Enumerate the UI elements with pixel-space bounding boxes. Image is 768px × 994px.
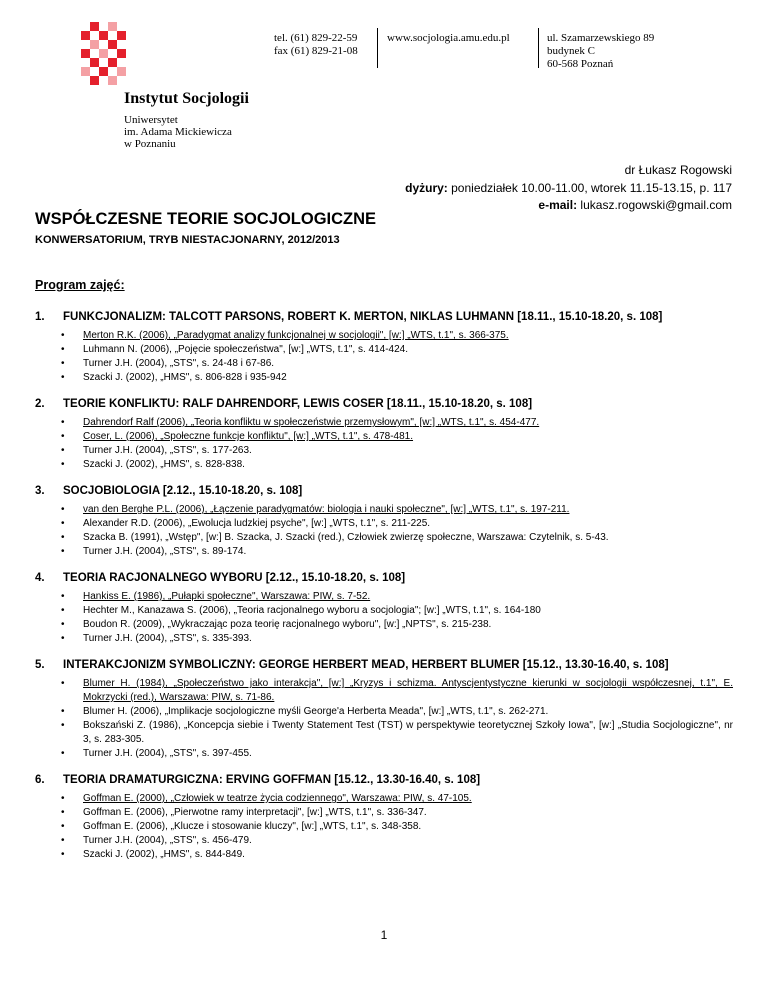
reading-text: Szacki J. (2002), „HMS", s. 828-838. — [83, 459, 245, 470]
program-section — [35, 771, 733, 862]
reading-text: Hechter M., Kanazawa S. (2006), „Teoria racjonalnego wyboru a socjologia"; [w:] „WTS, t.1", s. 164-180 — [83, 605, 541, 616]
section-heading — [35, 771, 733, 788]
section-heading — [35, 308, 733, 325]
phone-fax-block — [274, 32, 358, 58]
reading-text: Turner J.H. (2004), „STS", s. 335-393. — [83, 633, 252, 644]
office-hours-value: poniedziałek 10.00-11.00, wtorek 11.15-13.15, p. 117 — [447, 180, 732, 195]
section-heading — [35, 395, 733, 412]
reading-text: Boudon R. (2009), „Wykraczając poza teorię racjonalnego wyboru", [w:] „NPTS", s. 215-238. — [83, 619, 492, 630]
program-sections — [35, 308, 733, 872]
reading-item — [35, 444, 733, 458]
reading-text: Szacki J. (2002), „HMS", s. 806-828 i 935-942 — [83, 372, 287, 383]
reading-text: Blumer H. (2006), „Implikacje socjologiczne myśli George'a Herberta Meada", [w:] „WTS, t.1", s. 262-271. — [83, 706, 549, 717]
institute-logo — [81, 22, 125, 88]
section-heading — [35, 656, 733, 673]
reading-text: Merton R.K. (2006), „Paradygmat analizy funkcjonalnej w socjologii", [w:] „WTS, t.1", s. 366-375. — [83, 330, 509, 341]
course-title: WSPÓŁCZESNE TEORIE SOCJOLOGICZNE — [35, 210, 377, 228]
section-title: FUNKCJONALIZM: TALCOTT PARSONS, ROBERT K. MERTON, NIKLAS LUHMANN [18.11., 15.10-18.20, s. 108] — [63, 310, 663, 323]
reading-item — [35, 705, 733, 719]
section-title: INTERAKCJONIZM SYMBOLICZNY: GEORGE HERBERT MEAD, HERBERT BLUMER [15.12., 13.30-16.40, s. 108] — [63, 658, 669, 671]
reading-item — [35, 357, 733, 371]
reading-list — [35, 590, 733, 646]
program-section — [35, 308, 733, 385]
reading-list — [35, 677, 733, 761]
university-line: Uniwersytet — [124, 114, 178, 126]
program-section — [35, 395, 733, 472]
reading-text: Goffman E. (2006), „Klucze i stosowanie kluczy", [w:] „WTS, t.1", s. 348-358. — [83, 821, 422, 832]
reading-item — [35, 458, 733, 472]
reading-text: Coser, L. (2006), „Społeczne funkcje konfliktu", [w:] „WTS, t.1", s. 478-481. — [83, 431, 414, 442]
website-link[interactable]: www.socjologia.amu.edu.pl — [387, 32, 510, 44]
reading-list — [35, 503, 733, 559]
reading-item — [35, 517, 733, 531]
address-building: budynek C — [547, 45, 595, 57]
page-number: 1 — [380, 928, 388, 942]
reading-text: Dahrendorf Ralf (2006), „Teoria konfliktu w społeczeństwie przemysłowym", [w:] „WTS, t.1", s. 454-477. — [83, 417, 540, 428]
reading-item — [35, 747, 733, 761]
reading-item — [35, 618, 733, 632]
reading-item — [35, 329, 733, 343]
reading-text: Goffman E. (2006), „Pierwotne ramy interpretacji", [w:] „WTS, t.1", s. 336-347. — [83, 807, 427, 818]
header-divider — [377, 28, 378, 68]
reading-text: Szacka B. (1991), „Wstęp", [w:] B. Szacka, J. Szacki (red.), Człowiek zwierzę społeczne, Warszawa: Czytelnik, s. 5-43. — [83, 532, 609, 543]
reading-item — [35, 343, 733, 357]
email-link[interactable]: lukasz.rogowski@gmail.com — [577, 198, 732, 212]
reading-item — [35, 848, 733, 862]
reading-text: Turner J.H. (2004), „STS", s. 456-479. — [83, 835, 252, 846]
fax-text: fax (61) 829-21-08 — [274, 45, 358, 57]
reading-text: Hankiss E. (1986), „Pułapki społeczne", Warszawa: PIW, s. 7-52. — [83, 591, 371, 602]
reading-text: Turner J.H. (2004), „STS", s. 24-48 i 67-86. — [83, 358, 275, 369]
section-number: 4. — [35, 571, 45, 584]
section-title: TEORIE KONFLIKTU: RALF DAHRENDORF, LEWIS COSER [18.11., 15.10-18.20, s. 108] — [63, 397, 533, 410]
reading-item — [35, 545, 733, 559]
program-heading: Program zajęć: — [35, 278, 125, 292]
reading-item — [35, 531, 733, 545]
section-title: SOCJOBIOLOGIA [2.12., 15.10-18.20, s. 108] — [63, 484, 303, 497]
institute-name: Instytut Socjologii — [124, 90, 249, 107]
reading-list — [35, 329, 733, 385]
office-hours-label: dyżury: — [405, 180, 448, 195]
reading-item — [35, 820, 733, 834]
reading-text: Goffman E. (2000), „Człowiek w teatrze życia codziennego", Warszawa: PIW, s. 47-105. — [83, 793, 472, 804]
reading-item — [35, 604, 733, 618]
section-heading — [35, 569, 733, 586]
section-number: 1. — [35, 310, 45, 323]
reading-item — [35, 430, 733, 444]
reading-text: Blumer H. (1984), „Społeczeństwo jako interakcja", [w:] „Kryzys i schizma. Antyscjentystyczne kierunki w socjologii współczesnej, t.1", E. Mokrzycki (red.), Warszawa: PIW, s. 71-86. — [83, 678, 733, 703]
reading-item — [35, 792, 733, 806]
phone-text: tel. (61) 829-22-59 — [274, 32, 358, 44]
reading-text: Turner J.H. (2004), „STS", s. 89-174. — [83, 546, 247, 557]
email-line — [405, 197, 732, 215]
reading-text: Bokszański Z. (1986), „Koncepcja siebie i Twenty Statement Test (TST) w perspektywie teoretycznej Szkoły Iowa", [w:] „Studia Socjologiczne", nr 3, s. 283-305. — [83, 720, 733, 745]
website-block — [387, 32, 510, 45]
email-label: e-mail: — [538, 198, 578, 212]
reading-item — [35, 632, 733, 646]
course-subtitle: KONWERSATORIUM, TRYB NIESTACJONARNY, 2012/2013 — [35, 234, 340, 246]
section-number: 6. — [35, 773, 45, 786]
reading-list — [35, 792, 733, 862]
reading-item — [35, 590, 733, 604]
reading-item — [35, 677, 733, 705]
program-section — [35, 482, 733, 559]
section-title: TEORIA DRAMATURGICZNA: ERVING GOFFMAN [15.12., 13.30-16.40, s. 108] — [63, 773, 481, 786]
lecturer-name: dr Łukasz Rogowski — [624, 163, 732, 177]
reading-list — [35, 416, 733, 472]
reading-text: Alexander R.D. (2006), „Ewolucja ludzkiej psyche", [w:] „WTS, t.1", s. 211-225. — [83, 518, 431, 529]
university-line: im. Adama Mickiewicza — [124, 126, 232, 138]
reading-item — [35, 371, 733, 385]
reading-text: Turner J.H. (2004), „STS", s. 177-263. — [83, 445, 252, 456]
section-number: 2. — [35, 397, 45, 410]
lecturer-contact — [405, 162, 732, 215]
address-block — [547, 32, 654, 71]
university-name — [124, 114, 232, 150]
section-title: TEORIA RACJONALNEGO WYBORU [2.12., 15.10-18.20, s. 108] — [63, 571, 406, 584]
header-divider — [538, 28, 539, 68]
reading-item — [35, 719, 733, 747]
reading-text: Szacki J. (2002), „HMS", s. 844-849. — [83, 849, 245, 860]
reading-item — [35, 503, 733, 517]
office-hours — [405, 180, 732, 198]
section-number: 3. — [35, 484, 45, 497]
program-section — [35, 569, 733, 646]
reading-text: van den Berghe P.L. (2006), „Łączenie paradygmatów: biologia i nauki społeczne", [w:] „WTS, t.1", s. 197-211. — [83, 504, 570, 515]
university-line: w Poznaniu — [124, 138, 176, 150]
address-city: 60-568 Poznań — [547, 58, 614, 70]
reading-item — [35, 416, 733, 430]
address-street: ul. Szamarzewskiego 89 — [547, 32, 655, 44]
program-section — [35, 656, 733, 761]
reading-item — [35, 806, 733, 820]
section-heading — [35, 482, 733, 499]
reading-item — [35, 834, 733, 848]
section-number: 5. — [35, 658, 45, 671]
reading-text: Turner J.H. (2004), „STS", s. 397-455. — [83, 748, 252, 759]
reading-text: Luhmann N. (2006), „Pojęcie społeczeństwa", [w:] „WTS, t.1", s. 414-424. — [83, 344, 409, 355]
